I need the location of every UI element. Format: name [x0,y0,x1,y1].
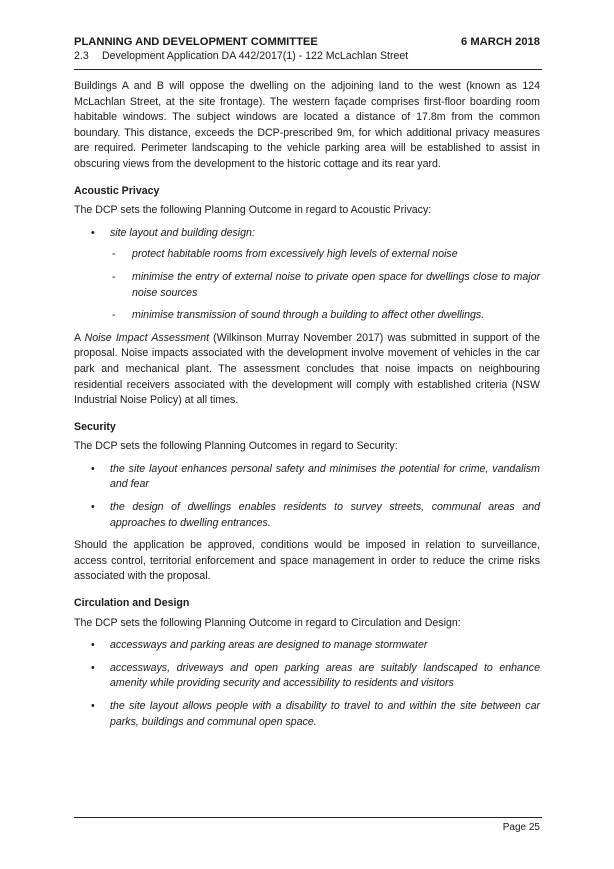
footer-divider [74,817,542,818]
list-item [74,661,540,692]
list-item [110,247,540,263]
header-divider [74,69,542,70]
noise-body-text: (Wilkinson Murray November 2017) was submitted in support of the proposal. Noise impacts associated with the development involve movement of vehicles in the car park and mechanical plant. The assessment concludes that noise impacts on neighbouring residential receivers associated with the development will comply with established criteria (NSW Industrial Noise Policy) at all times. [74,331,540,407]
security-paragraph: Should the application be approved, conditions would be imposed in relation to surveillance, access control, territorial enforcement and space management in order to reduce the crime risks associated with the proposal. [74,539,540,583]
list-item [110,270,540,301]
item-title: Development Application DA 442/2017(1) - 122 McLachlan Street [102,50,409,62]
bullet-glyph: • [91,462,95,475]
bullet-glyph: • [91,661,95,674]
bullet-text: the site layout allows people with a disability to travel to and within the site between car parks, buildings and communal open space. [110,700,540,728]
noise-lead-text: A [74,331,85,344]
circulation-intro: The DCP sets the following Planning Outcome in regard to Circulation and Design: [74,616,461,629]
header-row [74,36,540,48]
dash-glyph: - [112,309,116,322]
meeting-date: 6 MARCH 2018 [461,36,540,48]
acoustic-intro: The DCP sets the following Planning Outcome in regard to Acoustic Privacy: [74,204,432,217]
bullet-glyph: • [91,700,95,712]
security-heading: Security [74,420,116,433]
noise-assessment-paragraph [74,331,540,409]
acoustic-bullet-list [74,226,540,324]
bullet-glyph: • [91,639,95,652]
bullet-glyph: • [91,226,95,239]
list-item [74,462,540,493]
acoustic-bullet-text: site layout and building design: [110,226,255,239]
page-number: Page 25 [502,822,540,833]
circulation-heading: Circulation and Design [74,597,190,610]
dash-glyph: - [112,248,116,261]
list-item [74,638,540,654]
bullet-text: the design of dwellings enables residents to survey streets, communal areas and approaches to dwelling entrances. [110,501,540,529]
bullet-glyph: • [91,501,95,514]
dash-item-text: protect habitable rooms from excessively high levels of external noise [132,248,458,261]
bullet-text: the site layout enhances personal safety and minimises the potential for crime, vandalism and fear [110,462,540,491]
page-header [74,36,540,62]
security-intro: The DCP sets the following Planning Outcomes in regard to Security: [74,440,398,453]
item-number: 2.3 [74,50,89,62]
item-reference [74,50,540,62]
dash-item-text: minimise the entry of external noise to private open space for dwellings close to major noise sources [132,270,540,299]
dash-glyph: - [112,270,116,283]
privacy-paragraph: Buildings A and B will oppose the dwelling on the adjoining land to the west (known as 124 McLachlan Street, at the site frontage). The western façade comprises first-floor boarding room habitable windows. The subject windows are located a distance of 17.8m from the common boundary. This distance, exceeds the DCP-prescribed 9m, for which additional privacy measures are required. Perimeter landscaping to the vehicle parking area will be established to assist in obscuring views from the development to the historic cottage and its rear yard. [74,80,540,170]
list-item [74,500,540,531]
security-bullet-list [74,462,540,531]
acoustic-heading: Acoustic Privacy [74,184,160,197]
list-item [74,226,540,324]
bullet-text: accessways, driveways and open parking areas are suitably landscaped to enhance amenity while providing security and accessibility to residents and visitors [110,661,540,690]
page-body [74,79,540,737]
circulation-bullet-list [74,638,540,730]
acoustic-dash-list [110,247,540,323]
list-item [74,699,540,730]
bullet-text: accessways and parking areas are designed to manage stormwater [110,639,428,652]
list-item [110,308,540,324]
dash-item-text: minimise transmission of sound through a building to affect other dwellings. [132,309,485,322]
committee-title: PLANNING AND DEVELOPMENT COMMITTEE [74,36,318,48]
noise-report-title: Noise Impact Assessment [84,331,210,344]
